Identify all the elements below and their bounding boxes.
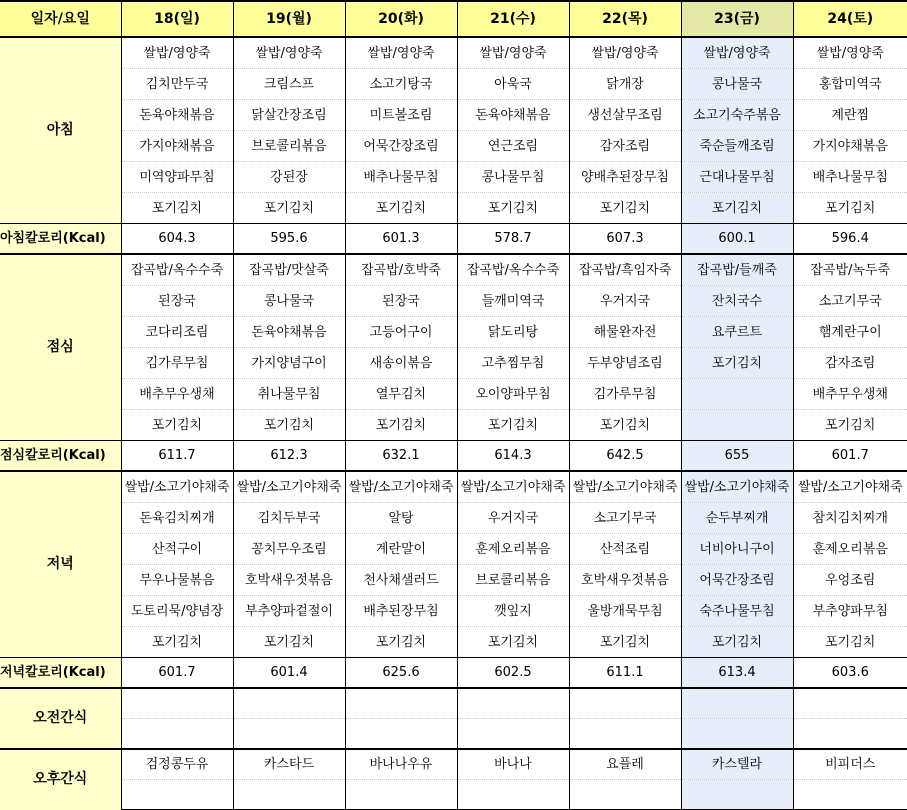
lunch-dish: 햄계란구이 [793, 317, 907, 348]
breakfast-kcal-value: 595.6 [233, 224, 345, 255]
pm-snack-row [0, 749, 907, 780]
dinner-dish: 울방개묵무침 [569, 596, 681, 627]
dinner-row [0, 534, 907, 565]
breakfast-dish: 배추나물무침 [345, 162, 457, 193]
dinner-row [0, 503, 907, 534]
pm-snack-dish [457, 780, 569, 810]
breakfast-dish: 근대나물무침 [681, 162, 793, 193]
dinner-dish: 우엉조림 [793, 565, 907, 596]
lunch-kcal-value: 655 [681, 441, 793, 472]
breakfast-dish: 쌀밥/영양죽 [233, 37, 345, 69]
lunch-dish: 잡곡밥/들깨죽 [681, 254, 793, 286]
breakfast-dish: 쌀밥/영양죽 [681, 37, 793, 69]
breakfast-dish: 어묵간장조림 [345, 131, 457, 162]
lunch-dish: 포기김치 [121, 410, 233, 441]
lunch-dish: 잡곡밥/녹두죽 [793, 254, 907, 286]
lunch-dish: 포기김치 [457, 410, 569, 441]
lunch-row [0, 317, 907, 348]
dinner-dish: 쌀밥/소고기야채죽 [793, 471, 907, 503]
breakfast-kcal-value: 604.3 [121, 224, 233, 255]
dinner-dish: 도토리묵/양념장 [121, 596, 233, 627]
breakfast-dish: 돈육야채볶음 [457, 100, 569, 131]
am-snack-dish [681, 688, 793, 719]
lunch-dish: 오이양파무침 [457, 379, 569, 410]
dinner-dish: 꽁치무우조림 [233, 534, 345, 565]
corner-header: 일자/요일 [0, 1, 121, 37]
lunch-dish: 고등어구이 [345, 317, 457, 348]
breakfast-dish: 죽순들깨조림 [681, 131, 793, 162]
breakfast-dish: 포기김치 [793, 193, 907, 224]
lunch-kcal-value: 642.5 [569, 441, 681, 472]
breakfast-dish: 포기김치 [233, 193, 345, 224]
dinner-row [0, 471, 907, 503]
am-snack-dish [569, 688, 681, 719]
dinner-dish: 우거지국 [457, 503, 569, 534]
pm-snack-dish [793, 780, 907, 810]
pm-snack-dish: 검정콩두유 [121, 749, 233, 780]
dinner-dish: 쌀밥/소고기야채죽 [121, 471, 233, 503]
lunch-dish: 배추무우생채 [121, 379, 233, 410]
dinner-dish: 포기김치 [345, 627, 457, 658]
lunch-dish: 잡곡밥/옥수수죽 [121, 254, 233, 286]
breakfast-row [0, 131, 907, 162]
lunch-kcal-value: 612.3 [233, 441, 345, 472]
dinner-dish: 깻잎지 [457, 596, 569, 627]
lunch-dish: 취나물무침 [233, 379, 345, 410]
day-header: 22(목) [569, 1, 681, 37]
lunch-dish: 된장국 [121, 286, 233, 317]
dinner-dish: 소고기무국 [569, 503, 681, 534]
breakfast-row [0, 100, 907, 131]
dinner-dish: 천사채샐러드 [345, 565, 457, 596]
dinner-kcal-row [0, 658, 907, 689]
day-header: 18(일) [121, 1, 233, 37]
breakfast-dish: 쌀밥/영양죽 [457, 37, 569, 69]
am-snack-dish [345, 688, 457, 719]
dinner-dish: 쌀밥/소고기야채죽 [345, 471, 457, 503]
breakfast-dish: 김치만두국 [121, 69, 233, 100]
pm-snack-dish [681, 780, 793, 810]
dinner-row [0, 627, 907, 658]
am-snack-dish [121, 719, 233, 750]
dinner-dish: 쌀밥/소고기야채죽 [233, 471, 345, 503]
pm-snack-dish: 카스텔라 [681, 749, 793, 780]
breakfast-dish: 포기김치 [681, 193, 793, 224]
breakfast-dish: 미역양파무침 [121, 162, 233, 193]
am-snack-dish [233, 688, 345, 719]
breakfast-dish: 감자조림 [569, 131, 681, 162]
dinner-dish: 포기김치 [121, 627, 233, 658]
breakfast-dish: 크림스프 [233, 69, 345, 100]
breakfast-dish: 포기김치 [121, 193, 233, 224]
lunch-row [0, 286, 907, 317]
lunch-dish: 포기김치 [681, 348, 793, 379]
am-snack-row [0, 719, 907, 750]
breakfast-kcal-row [0, 224, 907, 255]
breakfast-dish: 쌀밥/영양죽 [345, 37, 457, 69]
breakfast-dish: 소고기탕국 [345, 69, 457, 100]
breakfast-dish: 양배추된장무침 [569, 162, 681, 193]
am-snack-row [0, 688, 907, 719]
lunch-dish: 포기김치 [233, 410, 345, 441]
pm-snack-dish [569, 780, 681, 810]
pm-snack-dish [121, 780, 233, 810]
breakfast-dish: 연근조림 [457, 131, 569, 162]
day-header: 19(월) [233, 1, 345, 37]
breakfast-dish: 소고기숙주볶음 [681, 100, 793, 131]
lunch-row [0, 254, 907, 286]
lunch-dish: 닭도리탕 [457, 317, 569, 348]
dinner-row [0, 565, 907, 596]
breakfast-kcal-value: 578.7 [457, 224, 569, 255]
dinner-dish: 부추양파겉절이 [233, 596, 345, 627]
dinner-label: 저녁 [0, 471, 121, 658]
am-snack-label: 오전간식 [0, 688, 121, 749]
breakfast-row [0, 193, 907, 224]
breakfast-kcal-value: 600.1 [681, 224, 793, 255]
dinner-dish: 포기김치 [681, 627, 793, 658]
lunch-dish: 잡곡밥/옥수수죽 [457, 254, 569, 286]
dinner-kcal-value: 611.1 [569, 658, 681, 689]
pm-snack-dish: 요플레 [569, 749, 681, 780]
am-snack-dish [569, 719, 681, 750]
breakfast-kcal-label: 아침칼로리(Kcal) [0, 224, 121, 255]
dinner-dish: 포기김치 [793, 627, 907, 658]
lunch-dish: 잡곡밥/흑임자죽 [569, 254, 681, 286]
dinner-dish: 어묵간장조림 [681, 565, 793, 596]
pm-snack-dish [233, 780, 345, 810]
am-snack-dish [681, 719, 793, 750]
am-snack-dish [121, 688, 233, 719]
dinner-dish: 부추양파무침 [793, 596, 907, 627]
lunch-dish: 배추무우생채 [793, 379, 907, 410]
breakfast-dish: 가지야채볶음 [793, 131, 907, 162]
lunch-dish: 된장국 [345, 286, 457, 317]
dinner-dish: 참치김치찌개 [793, 503, 907, 534]
breakfast-row [0, 37, 907, 69]
dinner-dish: 포기김치 [233, 627, 345, 658]
lunch-dish: 감자조림 [793, 348, 907, 379]
breakfast-row [0, 69, 907, 100]
pm-snack-dish [345, 780, 457, 810]
dinner-dish: 쌀밥/소고기야채죽 [457, 471, 569, 503]
breakfast-dish: 포기김치 [457, 193, 569, 224]
breakfast-dish: 강된장 [233, 162, 345, 193]
breakfast-dish: 아욱국 [457, 69, 569, 100]
lunch-kcal-value: 611.7 [121, 441, 233, 472]
pm-snack-label: 오후간식 [0, 749, 121, 810]
breakfast-dish: 쌀밥/영양죽 [793, 37, 907, 69]
lunch-row [0, 348, 907, 379]
dinner-dish: 산적조림 [569, 534, 681, 565]
am-snack-dish [345, 719, 457, 750]
lunch-dish: 포기김치 [345, 410, 457, 441]
breakfast-dish: 미트볼조림 [345, 100, 457, 131]
header-row [0, 1, 907, 37]
lunch-kcal-value: 601.7 [793, 441, 907, 472]
am-snack-dish [233, 719, 345, 750]
lunch-dish: 김가루무침 [569, 379, 681, 410]
day-header-today: 23(금) [681, 1, 793, 37]
dinner-dish: 김치두부국 [233, 503, 345, 534]
am-snack-dish [793, 719, 907, 750]
lunch-dish: 김가루무침 [121, 348, 233, 379]
lunch-label: 점심 [0, 254, 121, 441]
lunch-dish: 고추찜무침 [457, 348, 569, 379]
breakfast-kcal-value: 601.3 [345, 224, 457, 255]
breakfast-dish: 쌀밥/영양죽 [569, 37, 681, 69]
lunch-dish: 우거지국 [569, 286, 681, 317]
dinner-dish: 알탕 [345, 503, 457, 534]
lunch-kcal-row [0, 441, 907, 472]
dinner-kcal-value: 601.4 [233, 658, 345, 689]
dinner-dish: 호박새우젓볶음 [569, 565, 681, 596]
breakfast-dish: 브로콜리볶음 [233, 131, 345, 162]
breakfast-kcal-value: 596.4 [793, 224, 907, 255]
lunch-dish: 포기김치 [793, 410, 907, 441]
dinner-dish: 훈제오리볶음 [793, 534, 907, 565]
am-snack-dish [793, 688, 907, 719]
dinner-kcal-value: 602.5 [457, 658, 569, 689]
pm-snack-dish: 비피더스 [793, 749, 907, 780]
breakfast-dish: 생선살무조림 [569, 100, 681, 131]
dinner-dish: 포기김치 [457, 627, 569, 658]
breakfast-dish: 돈육야채볶음 [121, 100, 233, 131]
lunch-dish: 들깨미역국 [457, 286, 569, 317]
lunch-dish: 콩나물국 [233, 286, 345, 317]
lunch-dish: 가지양념구이 [233, 348, 345, 379]
dinner-dish: 호박새우젓볶음 [233, 565, 345, 596]
day-header: 20(화) [345, 1, 457, 37]
breakfast-dish: 홍합미역국 [793, 69, 907, 100]
dinner-dish: 산적구이 [121, 534, 233, 565]
dinner-kcal-value: 601.7 [121, 658, 233, 689]
lunch-row [0, 410, 907, 441]
lunch-dish: 잡곡밥/호박죽 [345, 254, 457, 286]
lunch-dish: 코다리조림 [121, 317, 233, 348]
breakfast-dish: 계란찜 [793, 100, 907, 131]
breakfast-dish: 배추나물무침 [793, 162, 907, 193]
dinner-dish: 숙주나물무침 [681, 596, 793, 627]
breakfast-dish: 닭살간장조림 [233, 100, 345, 131]
dinner-dish: 무우나물볶음 [121, 565, 233, 596]
lunch-kcal-label: 점심칼로리(Kcal) [0, 441, 121, 472]
dinner-dish: 돈육김치찌개 [121, 503, 233, 534]
dinner-dish: 계란말이 [345, 534, 457, 565]
dinner-kcal-label: 저녁칼로리(Kcal) [0, 658, 121, 689]
lunch-dish: 두부양념조림 [569, 348, 681, 379]
day-header: 24(토) [793, 1, 907, 37]
am-snack-dish [457, 719, 569, 750]
lunch-dish: 잔치국수 [681, 286, 793, 317]
lunch-dish: 잡곡밥/맛살죽 [233, 254, 345, 286]
dinner-kcal-value: 625.6 [345, 658, 457, 689]
breakfast-dish: 쌀밥/영양죽 [121, 37, 233, 69]
dinner-row [0, 596, 907, 627]
dinner-dish: 브로콜리볶음 [457, 565, 569, 596]
lunch-dish: 요쿠르트 [681, 317, 793, 348]
lunch-kcal-value: 632.1 [345, 441, 457, 472]
dinner-dish: 배추된장무침 [345, 596, 457, 627]
pm-snack-dish: 바나나우유 [345, 749, 457, 780]
dinner-kcal-value: 613.4 [681, 658, 793, 689]
lunch-dish: 포기김치 [569, 410, 681, 441]
dinner-dish: 쌀밥/소고기야채죽 [681, 471, 793, 503]
lunch-dish: 소고기무국 [793, 286, 907, 317]
breakfast-dish: 콩나물국 [681, 69, 793, 100]
breakfast-dish: 포기김치 [345, 193, 457, 224]
pm-snack-dish: 카스타드 [233, 749, 345, 780]
breakfast-label: 아침 [0, 37, 121, 224]
dinner-dish: 훈제오리볶음 [457, 534, 569, 565]
breakfast-row [0, 162, 907, 193]
lunch-dish: 해물완자전 [569, 317, 681, 348]
lunch-dish: 새송이볶음 [345, 348, 457, 379]
dinner-dish: 순두부찌개 [681, 503, 793, 534]
pm-snack-row [0, 780, 907, 810]
lunch-kcal-value: 614.3 [457, 441, 569, 472]
am-snack-dish [457, 688, 569, 719]
lunch-dish: 돈육야채볶음 [233, 317, 345, 348]
dinner-dish: 쌀밥/소고기야채죽 [569, 471, 681, 503]
lunch-dish [681, 379, 793, 410]
pm-snack-dish: 바나나 [457, 749, 569, 780]
breakfast-dish: 콩나물무침 [457, 162, 569, 193]
breakfast-dish: 닭개장 [569, 69, 681, 100]
breakfast-dish: 포기김치 [569, 193, 681, 224]
breakfast-dish: 가지야채볶음 [121, 131, 233, 162]
day-header: 21(수) [457, 1, 569, 37]
lunch-row [0, 379, 907, 410]
dinner-dish: 포기김치 [569, 627, 681, 658]
dinner-dish: 너비아니구이 [681, 534, 793, 565]
dinner-kcal-value: 603.6 [793, 658, 907, 689]
breakfast-kcal-value: 607.3 [569, 224, 681, 255]
lunch-dish: 열무김치 [345, 379, 457, 410]
lunch-dish [681, 410, 793, 441]
